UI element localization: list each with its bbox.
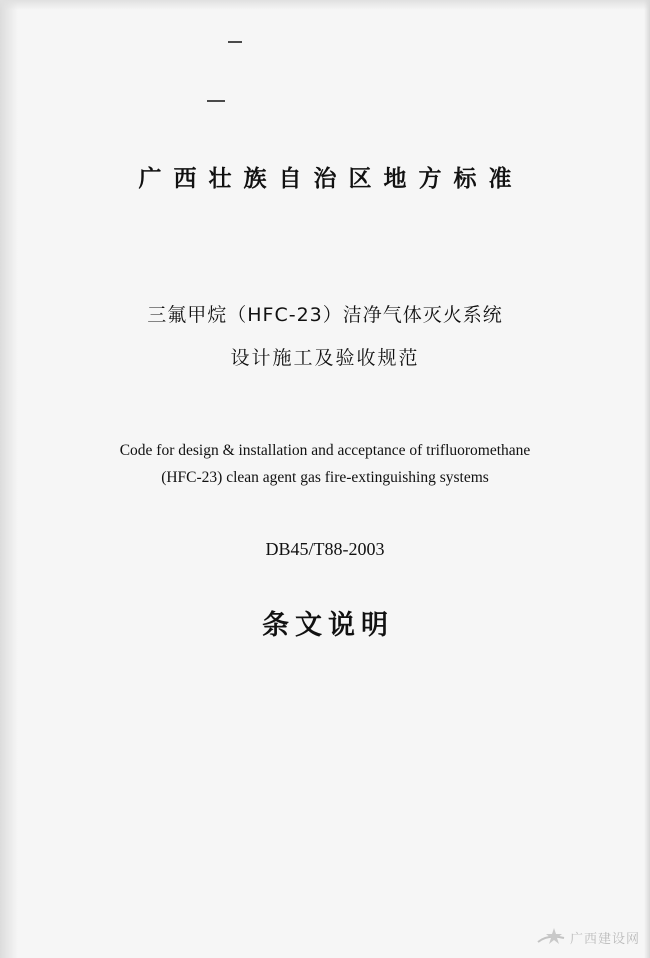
watermark: [536, 926, 640, 948]
title-chinese-line-2: 设计施工及验收规范: [230, 347, 420, 369]
title-chinese-line-1: 三氟甲烷（HFC-23）洁净气体灭火系统: [147, 304, 503, 326]
title-english-line-1: Code for design & installation and acceptance of trifluoromethane: [119, 442, 531, 459]
document-type-heading: 条文说明: [262, 610, 394, 641]
scan-mark: [228, 41, 242, 43]
star-swoosh-icon: [536, 926, 566, 948]
page-edge-shadow-top: [0, 0, 650, 10]
watermark-text: 广西建设网: [569, 931, 640, 947]
issuer-heading: 广西壮族自治区地方标准: [138, 166, 524, 192]
standard-code: DB45/T88-2003: [265, 539, 385, 559]
title-english-line-2: (HFC-23) clean agent gas fire-extinguishing systems: [161, 469, 489, 486]
scan-mark: [207, 100, 225, 102]
